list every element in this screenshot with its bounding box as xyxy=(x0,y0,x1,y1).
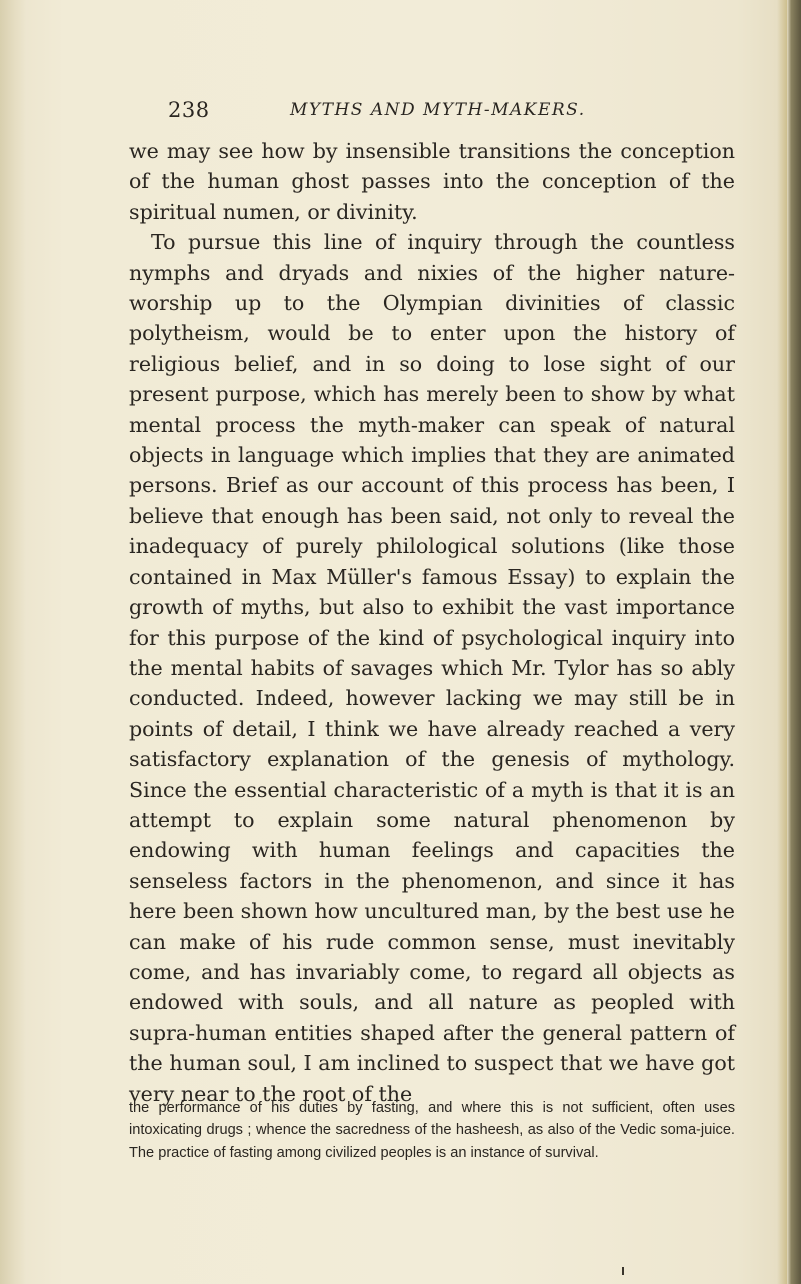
printing-mark xyxy=(622,1267,624,1275)
paragraph-1: we may see how by insensible transitions the conception of the human ghost passes into the conception of the spiritual numen, or divinity. xyxy=(129,139,735,224)
page-right-edge xyxy=(787,0,801,1284)
running-title: MYTHS AND MYTH-MAKERS. xyxy=(290,100,586,120)
page-header xyxy=(168,98,728,128)
page-edge-tint xyxy=(777,0,787,1284)
page-number: 238 xyxy=(168,98,210,122)
footnote: the performance of his duties by fasting, and where this is not sufficient, often uses intoxicating drugs ; whence the sacredness of the hasheesh, as also of the Vedic soma-juice. The practice of fasting among civilized peoples is an instance of survival. xyxy=(129,1100,735,1161)
page-gutter-shadow xyxy=(0,0,26,1284)
body-text xyxy=(129,136,735,1109)
paragraph-2: To pursue this line of inquiry through the countless nymphs and dryads and nixies of the higher nature-worship up to the Olympian divinities of classic polytheism, would be to enter upon the history of religious belief, and in so doing to lose sight of our present purpose, which has merely been to show by what mental process the myth-maker can speak of natural objects in language which implies that they are animated persons. Brief as our account of this process has been, I believe that enough has been said, not only to reveal the inadequacy of purely philological solutions (like those contained in Max Müller's famous Essay) to explain the growth of myths, but also to exhibit the vast importance for this purpose of the kind of psychological inquiry into the mental habits of savages which Mr. Tylor has so ably conducted. Indeed, however lacking we may still be in points of detail, I think we have already reached a very satisfactory explanation of the genesis of mythology. Since the essential characteristic of a myth is that it is an attempt to explain some natural phenomenon by endowing with human feelings and capacities the senseless factors in the phenomenon, and since it has here been shown how uncultured man, by the best use he can make of his rude common sense, must inevitably come, and has invariably come, to regard all objects as endowed with souls, and all nature as peopled with supra-human entities shaped after the general pattern of the human soul, I am inclined to suspect that we have got very near to the root of the xyxy=(129,230,735,1106)
